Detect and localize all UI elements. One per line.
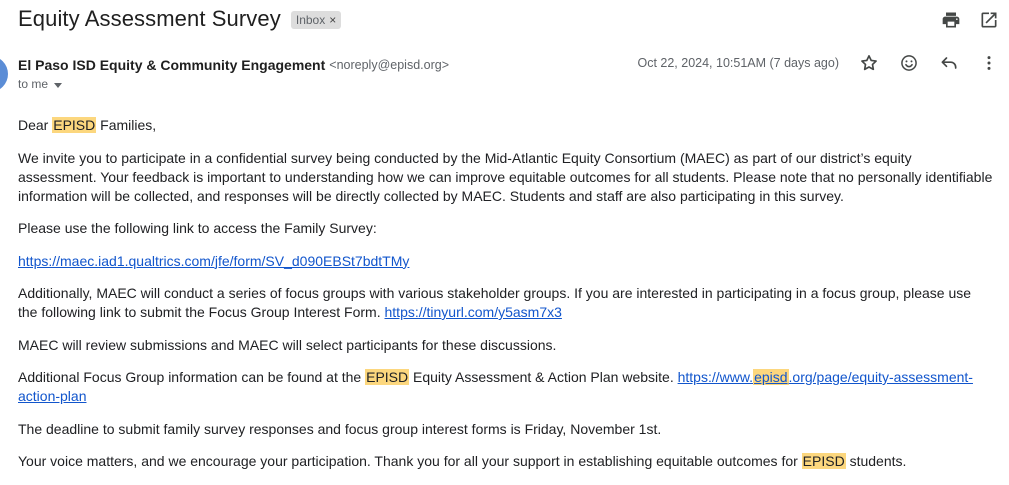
email-body — [18, 116, 993, 485]
search-highlight: EPISD — [802, 453, 845, 469]
sender-avatar[interactable] — [0, 56, 8, 92]
search-highlight: episd — [754, 369, 788, 385]
survey-link[interactable]: https://maec.iad1.qualtrics.com/jfe/form/SV_d090EBSt7bdtTMy — [18, 252, 410, 269]
chevron-down-icon — [54, 83, 62, 88]
survey-link-paragraph — [18, 252, 993, 271]
emoji-icon[interactable] — [899, 53, 919, 73]
more-vert-icon[interactable] — [979, 53, 999, 73]
star-icon[interactable] — [859, 53, 879, 73]
focus-group-form-link[interactable]: https://tinyurl.com/y5asm7x3 — [384, 304, 562, 320]
greeting: Dear EPISD Families, — [18, 117, 157, 133]
label-text: Inbox — [295, 13, 326, 27]
paragraph-link-intro: Please use the following link to access the Family Survey: — [18, 220, 377, 236]
paragraph-closing: Your voice matters, and we encourage your participation. Thank you for all your support in establishing equitable outcomes for EPISD students. — [18, 453, 907, 469]
recipients-toggle[interactable] — [18, 77, 62, 91]
email-subject: Equity Assessment Survey — [18, 6, 281, 31]
paragraph-intro: We invite you to participate in a confidential survey being conducted by the Mid-Atlantic Equity Consortium (MAEC) as part of our district’s equity assessment. Your feedback is important to understanding how we can improve equitable outcomes for all students. Please note that no personally identifiable information will be collected, and responses will be directly collected by MAEC. Students and staff are also participating in this survey. — [18, 149, 993, 204]
equity-plan-link[interactable]: https://www.episd.org/page/equity-assessment-action-plan — [18, 369, 973, 404]
inbox-label-chip[interactable] — [291, 11, 341, 29]
subject-row — [18, 6, 341, 32]
search-highlight: EPISD — [53, 117, 96, 133]
search-highlight: EPISD — [366, 369, 409, 385]
to-line: to me — [18, 77, 49, 91]
top-actions — [941, 10, 999, 30]
open-in-new-icon[interactable] — [979, 10, 999, 30]
paragraph-review: MAEC will review submissions and MAEC will select participants for these discussions. — [18, 336, 557, 353]
sender-name[interactable]: El Paso ISD Equity & Community Engagement — [18, 57, 326, 73]
message-meta — [637, 53, 999, 73]
paragraph-deadline: The deadline to submit family survey responses and focus group interest forms is Friday, November 1st. — [18, 420, 662, 437]
reply-icon[interactable] — [939, 53, 959, 73]
remove-label-icon[interactable]: × — [329, 13, 337, 27]
print-icon[interactable] — [941, 10, 961, 30]
message-date: Oct 22, 2024, 10:51AM (7 days ago) — [637, 56, 839, 70]
paragraph-website: Additional Focus Group information can be found at the EPISD Equity Assessment & Action Plan website. https://www.episd.org/page/equity-assessment-action-plan — [18, 369, 973, 404]
paragraph-focus-groups: Additionally, MAEC will conduct a series of focus groups with various stakeholder groups. If you are interested in participating in a focus group, please use the following link to submit the Focus Group Interest Form. https://tinyurl.com/y5asm7x3 — [18, 285, 972, 320]
sender-email: <noreply@episd.org> — [329, 58, 449, 72]
